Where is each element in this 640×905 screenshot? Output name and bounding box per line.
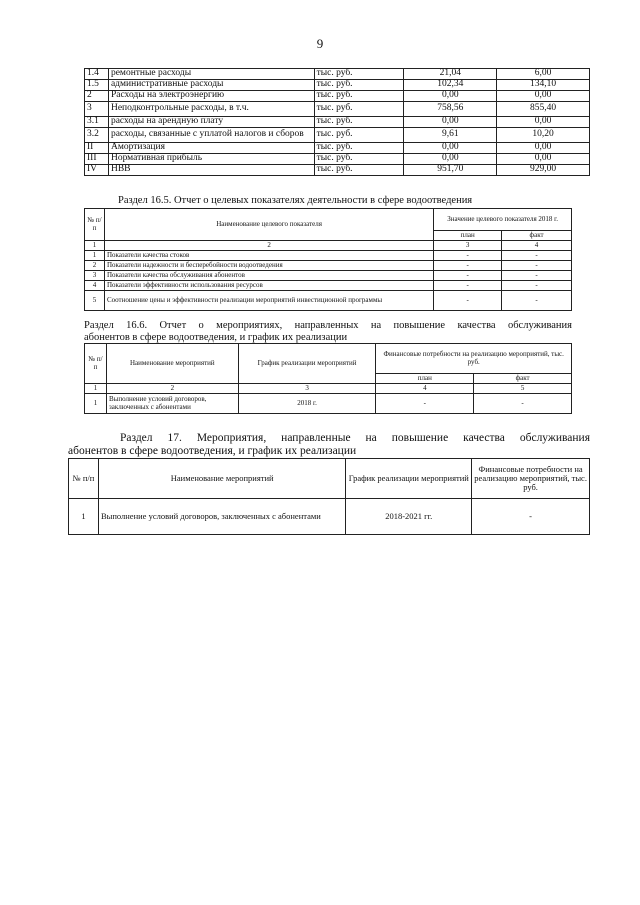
page-number: 9 — [316, 36, 324, 51]
plan-value: - — [434, 271, 502, 281]
table-row — [85, 291, 572, 311]
table-row — [85, 154, 590, 165]
fact-value: 0,00 — [497, 117, 590, 128]
row-number: 5 — [85, 291, 105, 311]
fact-value: 0,00 — [497, 154, 590, 165]
unit: тыс. руб. — [314, 143, 404, 154]
index-cell: 2 — [104, 241, 433, 251]
index-cell: 3 — [434, 241, 502, 251]
indicator-name: Показатели надежности и бесперебойности водоотведения — [104, 261, 433, 271]
table-row — [85, 271, 572, 281]
plan-value: - — [376, 394, 474, 414]
plan-value: 951,70 — [404, 165, 497, 176]
header-plan: план — [434, 231, 502, 241]
plan-value: - — [434, 281, 502, 291]
measure-name: Выполнение условий договоров, заключенных с абонентами — [106, 394, 238, 414]
table-row — [85, 102, 590, 117]
table-row — [85, 261, 572, 271]
plan-value: - — [434, 251, 502, 261]
table-row — [85, 394, 572, 414]
expense-name: Расходы на электроэнергию — [108, 91, 314, 102]
section-17-title-line2: абонентов в сфере водоотведения, и график их реализации — [68, 445, 357, 457]
section-17-title-line1: Раздел 17. Мероприятия, направленные на повышение качества обслуживания — [120, 432, 590, 444]
row-number: 1 — [85, 251, 105, 261]
header-num: № п/п — [85, 344, 107, 384]
row-number: 3.1 — [85, 117, 109, 128]
measures-report-body — [85, 394, 572, 414]
plan-value: 758,56 — [404, 102, 497, 117]
unit: тыс. руб. — [314, 91, 404, 102]
expense-name: расходы, связанные с уплатой налогов и сборов — [108, 128, 314, 143]
unit: тыс. руб. — [314, 165, 404, 176]
section-16-6-title-line1: Раздел 16.6. Отчет о мероприятиях, направленных на повышение качества обслуживания — [84, 320, 572, 331]
expense-name: административные расходы — [108, 80, 314, 91]
planned-measures-body — [69, 499, 590, 535]
row-number: 3.2 — [85, 128, 109, 143]
index-cell: 3 — [238, 384, 376, 394]
plan-value: 0,00 — [404, 91, 497, 102]
plan-value: - — [434, 261, 502, 271]
measure-name: Выполнение условий договоров, заключенных с абонентами — [98, 499, 345, 535]
target-indicators-body — [85, 251, 572, 311]
index-cell: 1 — [85, 384, 107, 394]
header-measure-name: Наименование мероприятий — [106, 344, 238, 384]
fact-value: - — [502, 291, 572, 311]
header-schedule: График реализации мероприятий — [346, 459, 472, 499]
target-indicators-table — [84, 208, 572, 311]
plan-value: 102,34 — [404, 80, 497, 91]
row-number: 3 — [85, 102, 109, 117]
table-row — [85, 69, 590, 80]
row-number: 2 — [85, 261, 105, 271]
fact-value: - — [474, 394, 572, 414]
fact-value: 0,00 — [497, 91, 590, 102]
header-num: № п/п — [69, 459, 99, 499]
section-16-6-title-line2: абонентов в сфере водоотведения, и график их реализации — [84, 332, 348, 343]
plan-value: 9,61 — [404, 128, 497, 143]
header-finance: Финансовые потребности на реализацию мероприятий, тыс. руб. — [472, 459, 590, 499]
plan-value: 0,00 — [404, 117, 497, 128]
unit: тыс. руб. — [314, 154, 404, 165]
expense-name: Неподконтрольные расходы, в т.ч. — [108, 102, 314, 117]
cost-table — [84, 68, 590, 176]
unit: тыс. руб. — [314, 117, 404, 128]
schedule: 2018-2021 гг. — [346, 499, 472, 535]
row-number: 1 — [69, 499, 99, 535]
row-number: 4 — [85, 281, 105, 291]
index-cell: 4 — [376, 384, 474, 394]
row-number: II — [85, 143, 109, 154]
expense-name: ремонтные расходы — [108, 69, 314, 80]
fact-value: 855,40 — [497, 102, 590, 117]
unit: тыс. руб. — [314, 128, 404, 143]
measures-report-table — [84, 343, 572, 414]
indicator-name: Соотношение цены и эффективности реализации мероприятий инвестиционной программы — [104, 291, 433, 311]
header-indicator-name: Наименование целевого показателя — [104, 209, 433, 241]
row-number: 2 — [85, 91, 109, 102]
header-fact: факт — [474, 374, 572, 384]
table-row — [85, 128, 590, 143]
cost-table-body — [85, 69, 590, 176]
index-cell: 1 — [85, 241, 105, 251]
schedule: 2018 г. — [238, 394, 376, 414]
table-row — [85, 251, 572, 261]
planned-measures-table — [68, 458, 590, 535]
header-indicator-value: Значение целевого показателя 2018 г. — [434, 209, 572, 231]
plan-value: 0,00 — [404, 143, 497, 154]
index-cell: 4 — [502, 241, 572, 251]
table-row — [85, 281, 572, 291]
row-number: IV — [85, 165, 109, 176]
fact-value: 10,20 — [497, 128, 590, 143]
header-measure-name: Наименование мероприятий — [98, 459, 345, 499]
section-16-5-title: Раздел 16.5. Отчет о целевых показателях деятельности в сфере водоотведения — [118, 195, 473, 206]
row-number: III — [85, 154, 109, 165]
fact-value: 929,00 — [497, 165, 590, 176]
fact-value: - — [502, 271, 572, 281]
row-number: 3 — [85, 271, 105, 281]
unit: тыс. руб. — [314, 69, 404, 80]
fact-value: - — [502, 281, 572, 291]
fact-value: - — [502, 251, 572, 261]
fact-value: 6,00 — [497, 69, 590, 80]
expense-name: Амортизация — [108, 143, 314, 154]
row-number: 1.5 — [85, 80, 109, 91]
unit: тыс. руб. — [314, 102, 404, 117]
indicator-name: Показатели качества стоков — [104, 251, 433, 261]
finance-value: - — [472, 499, 590, 535]
fact-value: - — [502, 261, 572, 271]
table-row — [85, 143, 590, 154]
index-cell: 5 — [474, 384, 572, 394]
unit: тыс. руб. — [314, 80, 404, 91]
table-row — [69, 499, 590, 535]
header-schedule: График реализации мероприятий — [238, 344, 376, 384]
fact-value: 0,00 — [497, 143, 590, 154]
row-number: 1 — [85, 394, 107, 414]
plan-value: - — [434, 291, 502, 311]
table-row — [85, 80, 590, 91]
expense-name: Нормативная прибыль — [108, 154, 314, 165]
header-fact: факт — [502, 231, 572, 241]
header-finance: Финансовые потребности на реализацию мероприятий, тыс. руб. — [376, 344, 572, 374]
expense-name: НВВ — [108, 165, 314, 176]
table-row — [85, 117, 590, 128]
row-number: 1.4 — [85, 69, 109, 80]
fact-value: 134,10 — [497, 80, 590, 91]
table-row — [85, 165, 590, 176]
expense-name: расходы на арендную плату — [108, 117, 314, 128]
table-row — [85, 91, 590, 102]
index-cell: 2 — [106, 384, 238, 394]
plan-value: 21,04 — [404, 69, 497, 80]
header-plan: план — [376, 374, 474, 384]
indicator-name: Показатели качества обслуживания абонентов — [104, 271, 433, 281]
plan-value: 0,00 — [404, 154, 497, 165]
header-num: № п/п — [85, 209, 105, 241]
indicator-name: Показатели эффективности использования ресурсов — [104, 281, 433, 291]
